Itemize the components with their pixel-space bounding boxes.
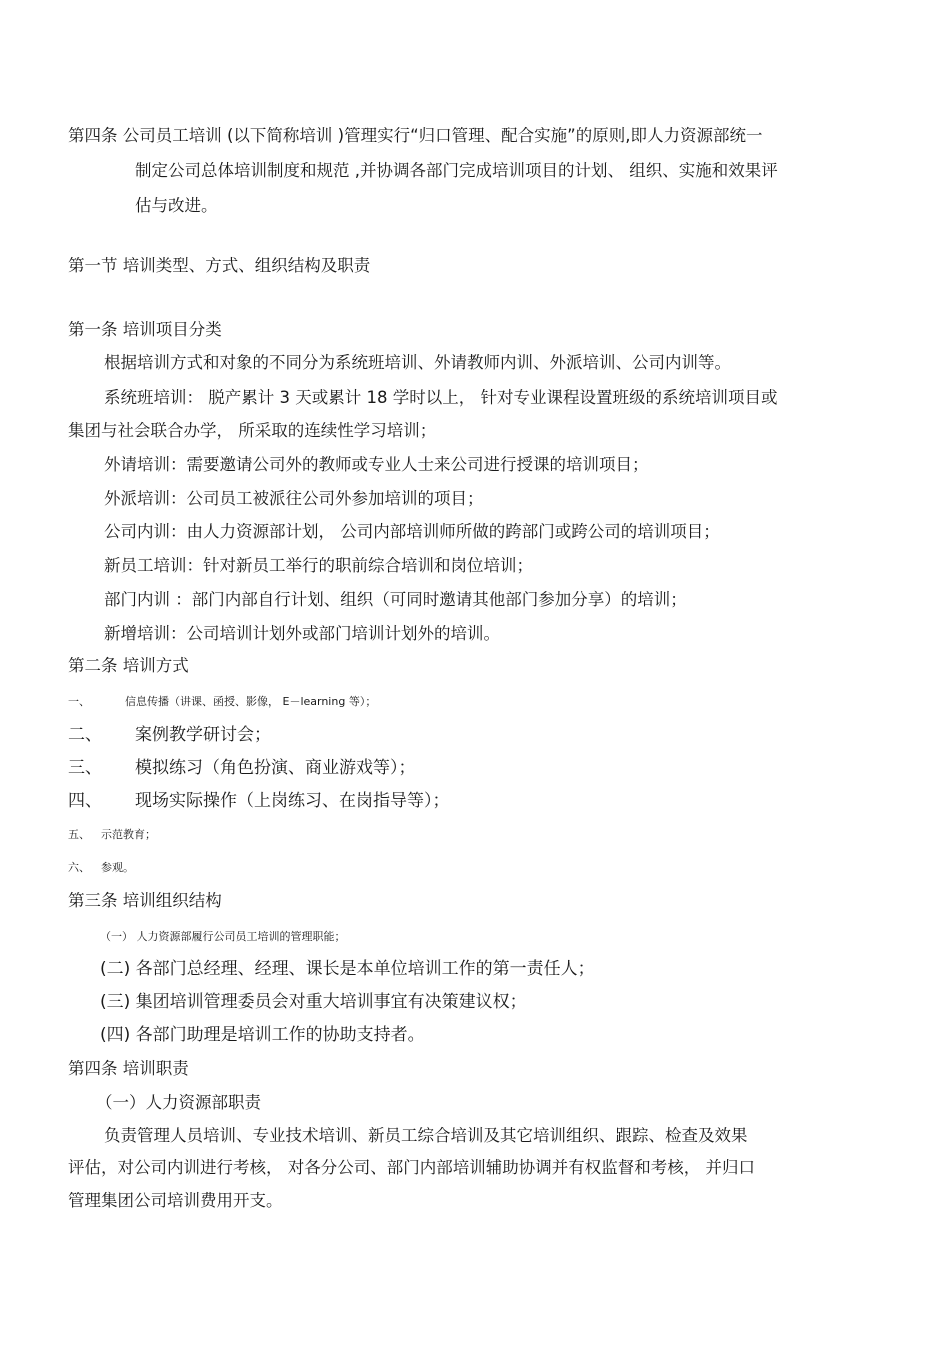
- art1-p1a: 系统班培训： 脱产累计 3 天或累计 18 学时以上， 针对专业课程设置班级的系统培训项目或: [104, 388, 778, 407]
- art3-item-4: (四) 各部门助理是培训工作的协助支持者。: [100, 1025, 425, 1045]
- art1-p0: 根据培训方式和对象的不同分为系统班培训、外请教师内训、外派培训、公司内训等。: [104, 353, 731, 372]
- art1-p4: 公司内训：由人力资源部计划， 公司内部培训师所做的跨部门或跨公司的培训项目；: [104, 522, 720, 541]
- art1-p2: 外请培训：需要邀请公司外的教师或专业人士来公司进行授课的培训项目；: [104, 455, 649, 474]
- art1-p3: 外派培训：公司员工被派往公司外参加培训的项目；: [104, 489, 484, 508]
- art1-p7: 新增培训：公司培训计划外或部门培训计划外的培训。: [104, 624, 500, 643]
- art4-sub1: （一）人力资源部职责: [96, 1093, 261, 1112]
- art1-p5: 新员工培训：针对新员工举行的职前综合培训和岗位培训；: [104, 556, 533, 575]
- section1-title: 第一节 培训类型、方式、组织结构及职责: [68, 256, 371, 275]
- art2-item-4-num: 四、: [68, 791, 102, 811]
- art2-item-6-text: 参观。: [101, 861, 134, 874]
- art3-item-2: (二) 各部门总经理、经理、课长是本单位培训工作的第一责任人；: [100, 959, 595, 979]
- art1-p6: 部门内训 ：部门内部自行计划、组织（可同时邀请其他部门参加分享）的培训；: [104, 590, 687, 609]
- art3-item-1: （一） 人力资源部履行公司员工培训的管理职能；: [100, 930, 346, 943]
- art2-title: 第二条 培训方式: [68, 656, 189, 675]
- art3-item-3: (三) 集团培训管理委员会对重大培训事宜有决策建议权；: [100, 992, 527, 1012]
- article4-intro-line1: 第四条 公司员工培训 (以下简称培训 )管理实行“归口管理、配合实施”的原则,即人力资源部统一: [68, 126, 763, 145]
- art4-p2: 评估，对公司内训进行考核， 对各分公司、部门内部培训辅助协调并有权监督和考核， 并归口: [68, 1158, 755, 1177]
- art1-p1b: 集团与社会联合办学， 所采取的连续性学习培训；: [68, 421, 437, 440]
- art2-item-3-text: 模拟练习（角色扮演、商业游戏等）；: [135, 758, 416, 778]
- art2-item-3-num: 三、: [68, 758, 102, 778]
- art4-p3: 管理集团公司培训费用开支。: [68, 1191, 283, 1210]
- art2-item-2-text: 案例教学研讨会；: [135, 725, 271, 745]
- art2-item-4-text: 现场实际操作（上岗练习、在岗指导等）；: [135, 791, 450, 811]
- art2-item-6-num: 六、: [68, 861, 90, 874]
- art2-item-1-text: 信息传播（讲课、函授、影像， E－learning 等）；: [125, 695, 377, 708]
- art2-item-2-num: 二、: [68, 725, 102, 745]
- art3-title: 第三条 培训组织结构: [68, 891, 222, 910]
- art2-item-1-num: 一、: [68, 695, 90, 708]
- art4-title: 第四条 培训职责: [68, 1059, 189, 1078]
- art2-item-5-text: 示范教育；: [101, 828, 156, 841]
- art2-item-5-num: 五、: [68, 828, 90, 841]
- art1-title: 第一条 培训项目分类: [68, 320, 222, 339]
- article4-intro-line3: 估与改进。: [135, 196, 218, 215]
- art4-p1: 负责管理人员培训、专业技术培训、新员工综合培训及其它培训组织、跟踪、检查及效果: [104, 1126, 748, 1145]
- article4-intro-line2: 制定公司总体培训制度和规范 ,并协调各部门完成培训项目的计划、 组织、实施和效果评: [135, 161, 778, 180]
